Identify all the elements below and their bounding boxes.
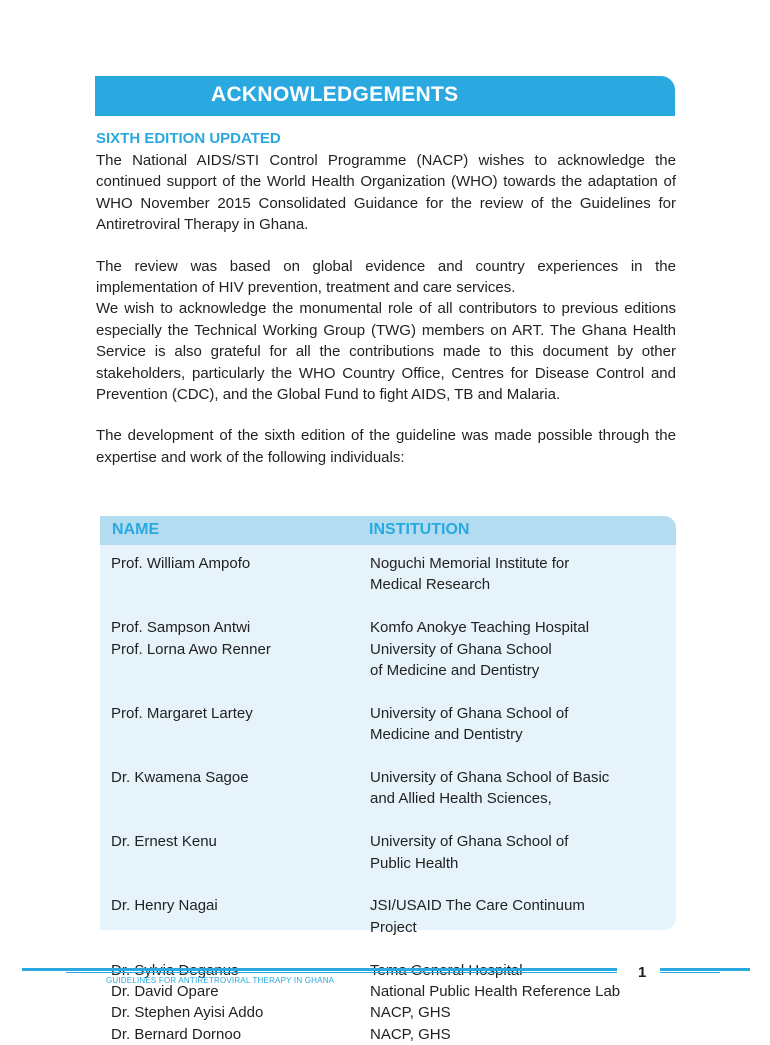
cell-institution-line: University of Ghana School — [370, 640, 552, 658]
cell-institution-line: National Public Health Reference Lab — [370, 983, 621, 1001]
footer-rule-right — [660, 968, 750, 971]
footer-rule-left-thin — [66, 972, 617, 973]
cell-institution — [370, 895, 676, 938]
cell-institution-line: University of Ghana School of — [370, 704, 569, 722]
cell-name: Dr. David Opare — [111, 983, 219, 1001]
table-header — [100, 516, 676, 545]
cell-name: Prof. Lorna Awo Renner — [111, 640, 271, 658]
cell-institution-line: Komfo Anokye Teaching Hospital — [370, 619, 590, 637]
cell-name: Prof. William Ampofo — [111, 555, 251, 572]
cell-institution-line: Medical Research — [370, 576, 491, 594]
cell-institution-line: Public Health — [370, 854, 459, 872]
cell-institution — [370, 639, 676, 682]
table-row — [100, 617, 676, 638]
cell-institution-line: Project — [370, 918, 417, 936]
cell-institution — [370, 1024, 676, 1045]
cell-institution-line: and Allied Health Sciences, — [370, 790, 552, 808]
footer-rule-right-thin — [660, 972, 720, 973]
paragraph-development: The development of the sixth edition of the guideline was made possible through the expertise and work of the following individuals: — [96, 427, 676, 466]
cell-institution — [370, 553, 676, 596]
cell-institution-line: NACP, GHS — [370, 1025, 451, 1043]
cell-name: Dr. Kwamena Sagoe — [111, 769, 249, 787]
cell-institution-line: Medicine and Dentistry — [370, 726, 523, 744]
footer-text: GUIDELINES FOR ANTIRETROVIRAL THERAPY IN GHANA — [106, 976, 335, 985]
table-row — [100, 703, 676, 746]
cell-name: Prof. Sampson Antwi — [111, 619, 251, 637]
table-row — [100, 1024, 676, 1045]
cell-institution-line: Noguchi Memorial Institute for — [370, 555, 570, 572]
table-row — [100, 553, 676, 596]
cell-institution — [370, 767, 676, 810]
cell-institution-line: of Medicine and Dentistry — [370, 662, 540, 680]
column-header-name: NAME — [112, 521, 160, 538]
cell-institution — [370, 1002, 676, 1023]
cell-name: Prof. Margaret Lartey — [111, 704, 253, 722]
section-heading: SIXTH EDITION UPDATED — [96, 130, 281, 147]
table-row — [100, 1002, 676, 1023]
table-row — [100, 767, 676, 810]
paragraph-intro: The National AIDS/STI Control Programme (NACP) wishes to acknowledge the continued support of the World Health Organization (WHO) towards the adaptation of WHO November 2015 Consolidated Guidance for the review of the Guidelines for Antiretroviral Therapy in Ghana. — [96, 152, 676, 234]
cell-name: Dr. Stephen Ayisi Addo — [111, 1004, 264, 1022]
column-header-institution: INSTITUTION — [369, 521, 470, 538]
table-row — [100, 639, 676, 682]
cell-institution-line: University of Ghana School of Basic — [370, 769, 610, 787]
paragraph-review: The review was based on global evidence and country experiences in the implementation of HIV prevention, treatment and care services. — [96, 257, 676, 297]
paragraph-contributors: We wish to acknowledge the monumental role of all contributors to previous editions especially the Technical Working Group (TWG) members on ART. The Ghana Health Service is also grateful for all the contributions made to this document by other stakeholders, particularly the WHO Country Office, Centres for Disease Control and Prevention (CDC), and the Global Fund to fight AIDS, TB and Malaria. — [96, 300, 676, 404]
cell-institution — [370, 981, 676, 1002]
cell-name: Dr. Ernest Kenu — [111, 833, 217, 851]
cell-institution-line: NACP, GHS — [370, 1004, 451, 1022]
cell-institution-line: JSI/USAID The Care Continuum — [370, 897, 585, 915]
cell-name: Dr. Henry Nagai — [111, 897, 218, 915]
table-row — [100, 831, 676, 874]
page-number: 1 — [638, 964, 647, 981]
main-content — [96, 128, 676, 468]
title-banner — [95, 76, 675, 116]
cell-institution — [370, 831, 676, 874]
page-title: ACKNOWLEDGEMENTS — [211, 83, 459, 106]
cell-institution-line: University of Ghana School of — [370, 833, 569, 851]
cell-institution — [370, 617, 676, 638]
cell-institution — [370, 703, 676, 746]
table-row — [100, 895, 676, 938]
cell-name: Dr. Bernard Dornoo — [111, 1025, 242, 1043]
footer-rule-left — [22, 968, 617, 971]
